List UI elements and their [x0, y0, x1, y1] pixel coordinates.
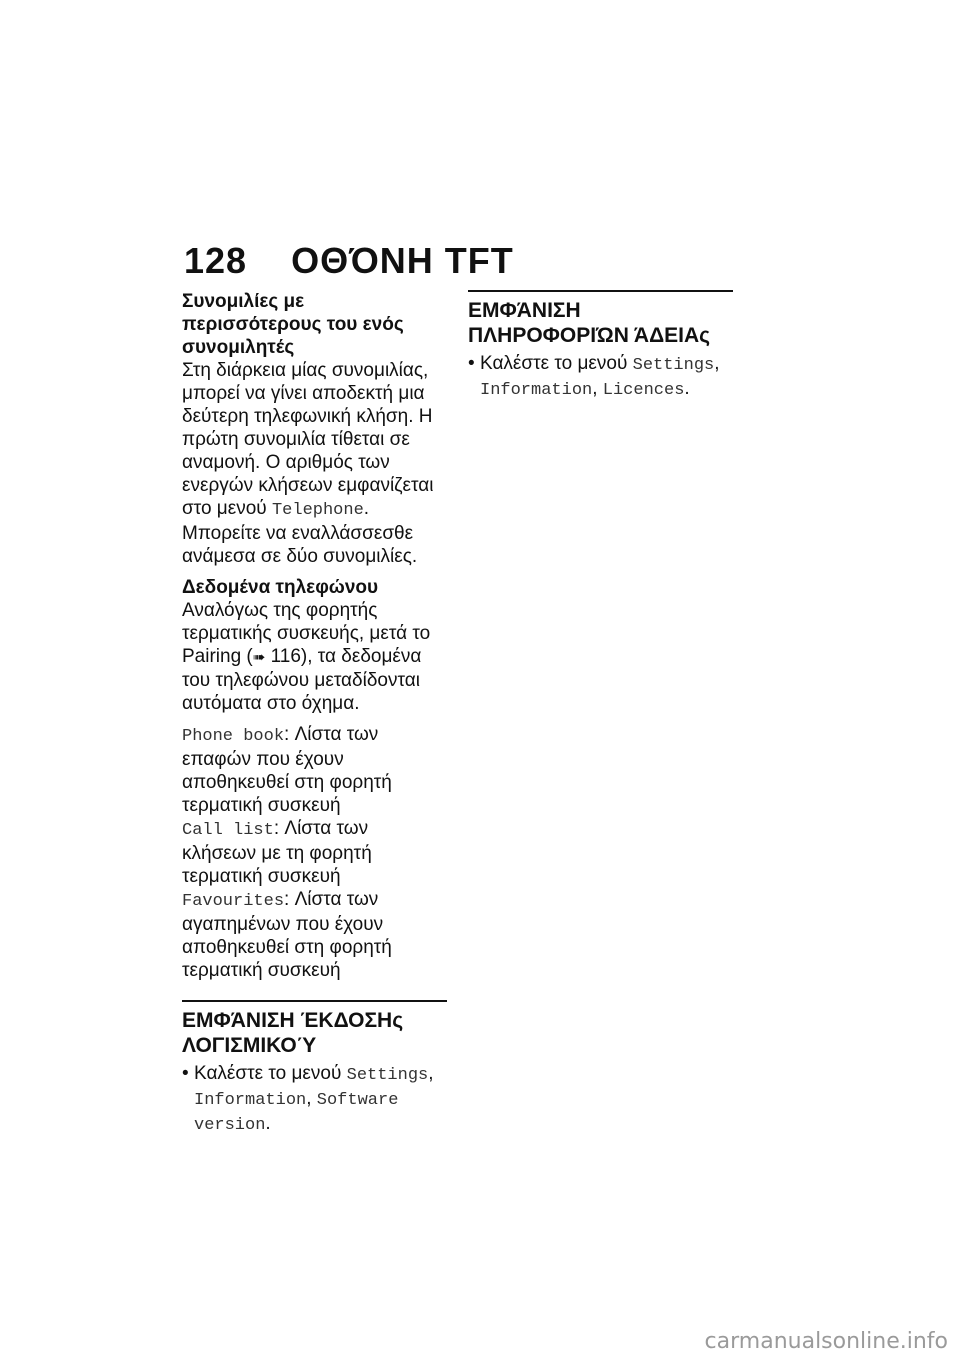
definition-call-list: Call list: Λίστα των κλήσεων με τη φορητή τερματική συσκευή: [182, 818, 372, 887]
page-reference: 116: [270, 646, 301, 667]
menu-settings: Settings: [346, 1066, 429, 1085]
section-title-license-info: ΕΜΦΆΝΙΣΗ ΠΛΗΡΟΦΟΡΙΏΝ ΆΔΕΙΑς: [468, 299, 711, 347]
left-column: [182, 290, 447, 1137]
menu-telephone: Telephone: [271, 501, 364, 520]
section-license-info: [468, 290, 733, 402]
right-column: [468, 290, 733, 402]
menu-settings: Settings: [632, 356, 715, 375]
paragraph-phone-data: Αναλόγως της φορητής τερματικής συσκευής, μετά το Pairing (➠ 116), τα δεδομένα του τηλεφώνου μεταδίδονται αυτόματα στο όχημα.: [182, 600, 431, 714]
section-software-version: [182, 1000, 447, 1137]
menu-licences: Licences: [602, 381, 685, 400]
chapter-title: ΟΘΌΝΗ TFT: [291, 240, 514, 281]
bullet-item: • Καλέστε το μενού Settings, Information, Software version.: [182, 1063, 434, 1135]
page-reference-icon: ➠: [252, 649, 266, 666]
page-header: [184, 240, 514, 282]
menu-information: Information: [194, 1091, 307, 1110]
paragraph-conversations: Στη διάρκεια μίας συνομιλίας, μπορεί να γίνει αποδεκτή μια δεύτερη τηλεφωνική κλήση. Η πρώτη συνομιλία τίθεται σε αναμονή. Ο αριθμός των ενεργών κλήσεων εμφανίζεται στο μενού Telephone. Μπορείτε να εναλλάσσεσθε ανάμεσα σε δύο συνομιλίες.: [182, 360, 434, 567]
watermark: carmanualsonline.info: [704, 1329, 948, 1354]
subheading-phone-data: Δεδομένα τηλεφώνου: [182, 577, 379, 598]
menu-information: Information: [480, 381, 593, 400]
bullet-icon: •: [468, 353, 475, 374]
section-title-software-version: ΕΜΦΆΝΙΣΗ ΈΚΔΟΣΗς ΛΟΓΙΣΜΙΚΟΎ: [182, 1009, 404, 1057]
definition-phone-book: Phone book: Λίστα των επαφών που έχουν αποθηκευθεί στη φορητή τερματική συσκευή: [182, 724, 392, 816]
bullet-item: • Καλέστε το μενού Settings, Information, Licences.: [468, 353, 720, 400]
bullet-icon: •: [182, 1063, 189, 1084]
subheading-conversations: Συνομιλίες με περισσότερους του ενός συνομιλητές: [182, 291, 404, 358]
definition-favourites: Favourites: Λίστα των αγαπημένων που έχουν αποθηκευθεί στη φορητή τερματική συσκευή: [182, 889, 392, 981]
menu-software-version: Software version: [194, 1091, 399, 1135]
page-number: 128: [184, 240, 248, 281]
